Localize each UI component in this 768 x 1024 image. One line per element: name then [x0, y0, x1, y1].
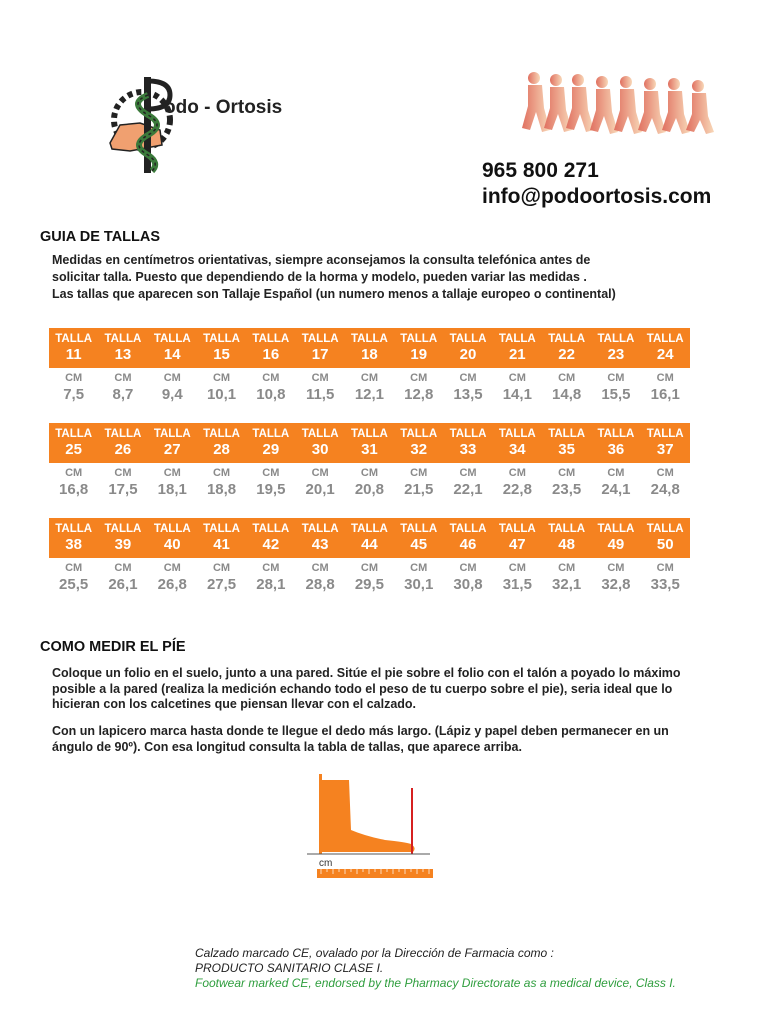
size-label: TALLA: [351, 428, 388, 440]
size-label: TALLA: [252, 428, 290, 440]
cm-unit-label: CM: [656, 562, 674, 574]
cm-cell: [148, 463, 197, 505]
size-label: TALLA: [104, 428, 142, 440]
cm-value: 18,1: [157, 481, 187, 498]
cm-value: 14,8: [552, 386, 582, 403]
size-label: TALLA: [498, 333, 536, 345]
cm-cell: [197, 558, 246, 600]
size-label: TALLA: [104, 333, 142, 345]
size-label: TALLA: [597, 523, 635, 535]
size-cell: [443, 518, 492, 558]
cm-value: 14,1: [502, 386, 532, 403]
cm-unit-label: CM: [212, 562, 231, 574]
size-cell: [197, 423, 246, 463]
email-address: info@podoortosis.com: [482, 185, 712, 208]
size-number: 43: [311, 536, 329, 553]
cm-unit-label: CM: [410, 372, 428, 384]
size-label: TALLA: [548, 428, 586, 440]
size-label: TALLA: [597, 333, 635, 345]
size-label: TALLA: [104, 523, 142, 535]
size-label: TALLA: [351, 523, 388, 535]
cm-value: 18,8: [206, 481, 237, 498]
cm-value: 27,5: [206, 576, 237, 593]
size-label: TALLA: [301, 333, 339, 345]
size-label: TALLA: [203, 333, 240, 345]
size-label: TALLA: [548, 523, 586, 535]
cm-cell: [443, 368, 492, 410]
paragraph-line: hicieran con los calcetines que piensan llevar con el calzado.: [52, 697, 417, 711]
size-cell: [98, 518, 147, 558]
cm-unit-label: CM: [311, 372, 329, 384]
cm-value-row: [49, 558, 690, 600]
cm-cell: [98, 558, 147, 600]
size-cell: [246, 518, 295, 558]
cm-cell: [591, 558, 640, 600]
size-number: 27: [163, 441, 181, 458]
cm-unit-label: CM: [558, 467, 576, 479]
size-label: TALLA: [646, 428, 684, 440]
intro-line: Las tallas que aparecen son Tallaje Español (un numero menos a tallaje europeo o continental): [52, 287, 616, 301]
footer-line-english: Footwear marked CE, endorsed by the Pharmacy Directorate as a medical device, Class I.: [195, 976, 676, 990]
size-cell: [148, 328, 197, 368]
cm-cell: [345, 463, 394, 505]
runner-sequence-image: [520, 68, 720, 140]
size-number: 21: [508, 346, 526, 363]
size-number: 13: [114, 346, 132, 363]
cm-value: 17,5: [108, 481, 138, 498]
cm-unit-label: CM: [459, 467, 477, 479]
size-number: 34: [508, 441, 526, 458]
size-label: TALLA: [203, 428, 240, 440]
size-label: TALLA: [646, 523, 684, 535]
size-label: TALLA: [449, 428, 487, 440]
size-cell: [493, 423, 542, 463]
size-number: 11: [65, 346, 82, 363]
size-cell: [641, 423, 690, 463]
cm-cell: [493, 558, 542, 600]
size-number: 50: [656, 536, 674, 553]
cm-cell: [493, 368, 542, 410]
size-cell: [443, 423, 492, 463]
figure-cm-label: cm: [319, 858, 333, 869]
size-label: TALLA: [55, 428, 93, 440]
instructions-paragraph-1: [52, 666, 712, 713]
size-cell: [641, 328, 690, 368]
size-cell: [394, 328, 443, 368]
size-number: 41: [213, 536, 230, 553]
size-label: TALLA: [646, 333, 684, 345]
size-number: 15: [213, 346, 230, 363]
size-label: TALLA: [597, 428, 635, 440]
cm-value-row: [49, 463, 690, 505]
cm-cell: [295, 368, 344, 410]
cm-cell: [542, 463, 591, 505]
size-cell: [295, 518, 344, 558]
size-cell: [345, 423, 394, 463]
size-number: 24: [656, 346, 674, 363]
size-label: TALLA: [252, 523, 290, 535]
size-cell: [591, 328, 640, 368]
phone-number: 965 800 271: [482, 159, 599, 182]
cm-cell: [246, 558, 295, 600]
size-number: 47: [508, 536, 526, 553]
size-number: 48: [558, 536, 575, 553]
size-label: TALLA: [301, 523, 339, 535]
size-label: TALLA: [498, 428, 536, 440]
how-to-measure-title: COMO MEDIR EL PÍE: [40, 639, 186, 655]
cm-cell: [197, 463, 246, 505]
size-number: 28: [213, 441, 230, 458]
size-cell: [49, 328, 98, 368]
cm-unit-label: CM: [558, 372, 576, 384]
cm-value: 24,8: [650, 481, 680, 498]
cm-cell: [246, 463, 295, 505]
cm-unit-label: CM: [114, 467, 132, 479]
cm-value: 21,5: [404, 481, 434, 498]
size-number: 20: [459, 346, 477, 363]
size-label: TALLA: [55, 523, 93, 535]
cm-value-row: [49, 368, 690, 410]
size-cell: [197, 518, 246, 558]
size-number: 32: [410, 441, 428, 458]
cm-cell: [345, 558, 394, 600]
size-label: TALLA: [498, 523, 536, 535]
size-cell: [98, 328, 147, 368]
cm-cell: [394, 463, 443, 505]
cm-unit-label: CM: [360, 372, 378, 384]
cm-unit-label: CM: [607, 467, 625, 479]
size-number: 22: [558, 346, 575, 363]
cm-cell: [394, 558, 443, 600]
cm-unit-label: CM: [262, 562, 280, 574]
instructions-paragraph-2: [52, 724, 712, 755]
size-number: 39: [114, 536, 132, 553]
cm-value: 12,1: [354, 386, 385, 403]
cm-value: 30,8: [453, 576, 483, 593]
cm-value: 11,5: [305, 386, 335, 403]
size-label: TALLA: [449, 523, 487, 535]
size-table-block-3: [49, 518, 690, 600]
cm-cell: [49, 463, 98, 505]
cm-unit-label: CM: [163, 562, 181, 574]
size-number: 36: [607, 441, 625, 458]
size-number: 44: [361, 536, 378, 553]
footer-line: PRODUCTO SANITARIO CLASE I.: [195, 961, 384, 975]
cm-cell: [295, 558, 344, 600]
size-cell: [345, 328, 394, 368]
cm-cell: [641, 368, 690, 410]
cm-unit-label: CM: [656, 372, 674, 384]
size-number: 31: [361, 441, 378, 458]
cm-unit-label: CM: [410, 467, 428, 479]
cm-unit-label: CM: [558, 562, 576, 574]
size-number: 42: [262, 536, 280, 553]
cm-cell: [641, 463, 690, 505]
cm-value: 32,1: [552, 576, 582, 593]
cm-cell: [49, 368, 98, 410]
size-cell: [641, 518, 690, 558]
cm-value: 22,8: [502, 481, 532, 498]
size-label: TALLA: [548, 333, 586, 345]
cm-unit-label: CM: [65, 372, 83, 384]
size-cell: [394, 423, 443, 463]
size-number: 40: [163, 536, 181, 553]
cm-value: 15,5: [601, 386, 631, 403]
cm-value: 9,4: [161, 386, 183, 403]
cm-value: 28,8: [305, 576, 335, 593]
cm-unit-label: CM: [459, 372, 477, 384]
size-number: 14: [163, 346, 181, 363]
size-cell: [246, 423, 295, 463]
cm-unit-label: CM: [163, 467, 181, 479]
cm-cell: [197, 368, 246, 410]
brand-name: odo - Ortosis: [164, 97, 283, 118]
cm-unit-label: CM: [656, 467, 674, 479]
intro-line: Medidas en centímetros orientativas, siempre aconsejamos la consulta telefónica antes de: [52, 253, 591, 267]
cm-cell: [148, 558, 197, 600]
size-number: 26: [114, 441, 132, 458]
cm-cell: [394, 368, 443, 410]
footer-line: Calzado marcado CE, ovalado por la Dirección de Farmacia como :: [195, 946, 554, 960]
size-cell: [98, 423, 147, 463]
cm-cell: [98, 463, 147, 505]
cm-unit-label: CM: [607, 372, 625, 384]
cm-value: 29,5: [354, 576, 385, 593]
size-cell: [542, 518, 591, 558]
cm-unit-label: CM: [508, 467, 526, 479]
size-cell: [542, 328, 591, 368]
cm-value: 22,1: [453, 481, 483, 498]
cm-unit-label: CM: [262, 372, 280, 384]
cm-value: 10,8: [256, 386, 286, 403]
size-label: TALLA: [400, 333, 438, 345]
size-cell: [295, 423, 344, 463]
size-number: 35: [558, 441, 575, 458]
podo-ortosis-logo: [100, 75, 300, 175]
cm-value: 16,1: [650, 386, 680, 403]
size-cell: [493, 328, 542, 368]
cm-cell: [148, 368, 197, 410]
cm-cell: [345, 368, 394, 410]
paragraph-line: Con un lapicero marca hasta donde te llegue el dedo más largo. (Lápiz y papel deben permanecer en un: [52, 724, 669, 738]
size-cell: [197, 328, 246, 368]
cm-unit-label: CM: [311, 467, 329, 479]
size-cell: [246, 328, 295, 368]
size-header-row: [49, 518, 690, 558]
cm-cell: [295, 463, 344, 505]
size-cell: [542, 423, 591, 463]
paragraph-line: ángulo de 90º). Con esa longitud consulta la tabla de tallas, que aparece arriba.: [52, 739, 522, 754]
size-cell: [443, 328, 492, 368]
size-label: TALLA: [301, 428, 339, 440]
size-cell: [493, 518, 542, 558]
cm-value: 28,1: [256, 576, 286, 593]
size-label: TALLA: [55, 333, 93, 345]
cm-cell: [49, 558, 98, 600]
cm-value: 26,1: [108, 576, 138, 593]
cm-unit-label: CM: [65, 562, 83, 574]
size-cell: [591, 518, 640, 558]
size-label: TALLA: [400, 428, 438, 440]
cm-unit-label: CM: [360, 562, 378, 574]
cm-unit-label: CM: [508, 562, 526, 574]
size-table-block-2: [49, 423, 690, 505]
size-table-block-1: [49, 328, 690, 410]
size-number: 16: [262, 346, 280, 363]
size-label: TALLA: [153, 333, 191, 345]
size-label: TALLA: [400, 523, 438, 535]
size-number: 46: [459, 536, 477, 553]
size-label: TALLA: [449, 333, 487, 345]
size-cell: [148, 518, 197, 558]
cm-unit-label: CM: [212, 372, 231, 384]
cm-value: 25,5: [59, 576, 89, 593]
contact-block: [482, 158, 711, 210]
cm-value: 33,5: [650, 576, 680, 593]
intro-line: solicitar talla. Puesto que dependiendo de la horma y modelo, pueden variar las medidas .: [52, 270, 587, 284]
cm-unit-label: CM: [311, 562, 329, 574]
foot-measurement-figure: [305, 770, 440, 882]
size-number: 38: [65, 536, 82, 553]
size-cell: [295, 328, 344, 368]
cm-unit-label: CM: [607, 562, 625, 574]
size-number: 17: [311, 346, 329, 363]
size-header-row: [49, 423, 690, 463]
cm-cell: [493, 463, 542, 505]
cm-cell: [98, 368, 147, 410]
cm-value: 13,5: [453, 386, 483, 403]
size-number: 37: [656, 441, 674, 458]
cm-cell: [542, 368, 591, 410]
cm-unit-label: CM: [410, 562, 428, 574]
ce-certification-footer: [195, 946, 676, 991]
cm-cell: [591, 368, 640, 410]
cm-value: 30,1: [404, 576, 434, 593]
size-cell: [148, 423, 197, 463]
cm-value: 8,7: [112, 386, 134, 403]
cm-unit-label: CM: [459, 562, 477, 574]
cm-value: 20,1: [305, 481, 335, 498]
size-cell: [591, 423, 640, 463]
cm-cell: [246, 368, 295, 410]
cm-unit-label: CM: [65, 467, 83, 479]
cm-value: 12,8: [404, 386, 434, 403]
size-number: 33: [459, 441, 477, 458]
size-number: 49: [607, 536, 625, 553]
size-label: TALLA: [203, 523, 240, 535]
size-label: TALLA: [153, 428, 191, 440]
size-guide-title: GUIA DE TALLAS: [40, 229, 161, 245]
cm-cell: [542, 558, 591, 600]
size-header-row: [49, 328, 690, 368]
size-number: 18: [361, 346, 378, 363]
cm-value: 26,8: [157, 576, 187, 593]
cm-unit-label: CM: [163, 372, 181, 384]
cm-value: 23,5: [552, 481, 582, 498]
size-number: 23: [607, 346, 625, 363]
cm-value: 19,5: [256, 481, 286, 498]
size-cell: [49, 423, 98, 463]
cm-cell: [443, 558, 492, 600]
cm-value: 16,8: [59, 481, 89, 498]
size-number: 29: [262, 441, 280, 458]
paragraph-line: posible a la pared (realiza la medición echando todo el peso de tu cuerpo sobre el pie), seria ideal que lo: [52, 681, 673, 696]
size-label: TALLA: [252, 333, 290, 345]
size-label: TALLA: [351, 333, 388, 345]
cm-unit-label: CM: [114, 562, 132, 574]
cm-unit-label: CM: [508, 372, 526, 384]
size-label: TALLA: [153, 523, 191, 535]
size-number: 19: [410, 346, 428, 363]
cm-unit-label: CM: [114, 372, 132, 384]
size-number: 25: [65, 441, 82, 458]
size-guide-intro: [52, 252, 712, 303]
cm-value: 32,8: [601, 576, 631, 593]
cm-cell: [591, 463, 640, 505]
cm-value: 10,1: [206, 386, 237, 403]
size-cell: [345, 518, 394, 558]
cm-value: 7,5: [63, 386, 85, 403]
cm-value: 31,5: [502, 576, 532, 593]
size-number: 30: [311, 441, 329, 458]
cm-unit-label: CM: [262, 467, 280, 479]
cm-unit-label: CM: [360, 467, 378, 479]
size-cell: [49, 518, 98, 558]
cm-unit-label: CM: [212, 467, 231, 479]
cm-cell: [443, 463, 492, 505]
paragraph-line: Coloque un folio en el suelo, junto a una pared. Sitúe el pie sobre el folio con el talón a poyado lo máximo: [52, 666, 681, 680]
cm-cell: [641, 558, 690, 600]
cm-value: 20,8: [354, 481, 385, 498]
cm-value: 24,1: [601, 481, 631, 498]
size-number: 45: [410, 536, 428, 553]
size-cell: [394, 518, 443, 558]
